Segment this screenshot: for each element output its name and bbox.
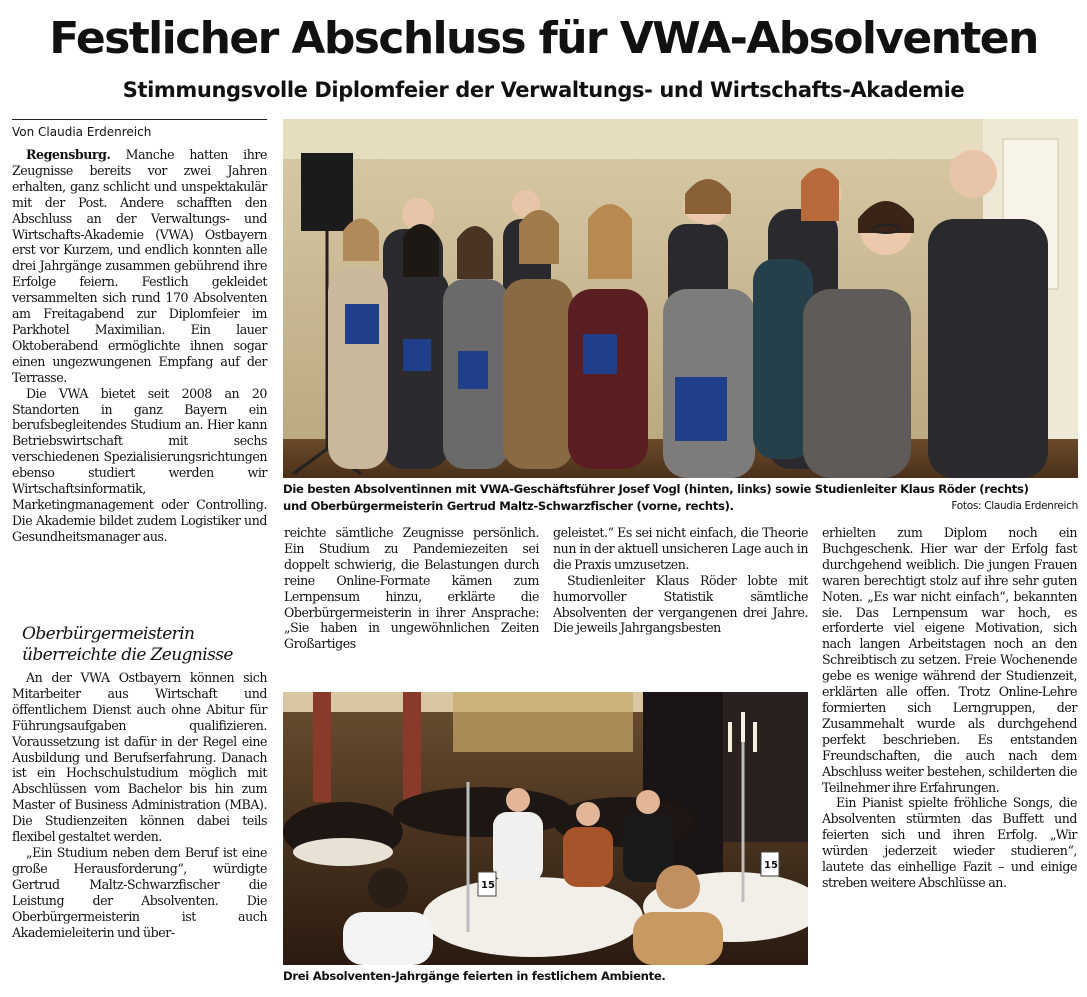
column-3 (553, 525, 808, 680)
column-2 (284, 525, 539, 680)
caption-photo-graduates (283, 481, 1078, 517)
paragraph-col4-b: Ein Pianist spielte fröhliche Songs, die Absolventen stürmten das Buffett und feierten sich und ihren Erfolg. „Wir würden jederzeit wieder studieren“, lautete das einhellige Fazit – und einige streben weitere Abschlüsse an. (822, 795, 1077, 890)
paragraph-vwa: Die VWA bietet seit 2008 an 20 Standorten in ganz Bayern ein berufsbegleitendes Studium an. Hier kann Betriebswirtschaft mit sechs verschiedenen Spezialisierungsrichtungen ebenso studiert werden wir Wirtschaftsinformatik, Marketingmanagement oder Controlling. Die Akademie bildet zudem Logistiker und Gesundheitsmanager aus. (12, 385, 267, 544)
headline: Festlicher Abschluss für VWA-Absolventen (49, 13, 1038, 64)
paragraph-quote: „Ein Studium neben dem Beruf ist eine große Herausforderung“, würdigte Gertrud Maltz-Schwarzfischer die Leistung der Absolventen. Die Oberbürgermeisterin ist auch Akademieleiterin und über- (12, 844, 267, 940)
caption-line-1: Die besten Absolventinnen mit VWA-Geschäftsführer Josef Vogl (hinten, links) sowie Studienleiter Klaus Röder (rechts) (283, 482, 1029, 496)
byline-rule (12, 119, 267, 120)
byline: Von Claudia Erdenreich (12, 125, 152, 139)
column-1-top (12, 147, 267, 609)
caption-line-2: und Oberbürgermeisterin Gertrud Maltz-Schwarzfischer (vorne, rechts). (283, 499, 734, 513)
photo-banquet (283, 692, 808, 965)
column-1-bottom (12, 670, 267, 988)
paragraph-intro-text: Manche hatten ihre Zeugnisse bereits vor zwei Jahren erhalten, ganz schlicht und unspektakulär mit der Post. Andere schafften den Abschluss an der Verwaltungs- und Wirtschafts-Akademie (VWA) Ostbayern erst vor Kurzem, und endlich konnten alle drei Jahrgänge zusammen gebührend ihre Erfolge feiern. Festlich gekleidet versammelten sich rund 170 Absolventen am Freitagabend zur Diplomfeier im Parkhotel Maximilian. Ein lauer Oktoberabend ermöglichte ihnen sogar einen ungezwungenen Empfang auf der Terrasse. (12, 147, 267, 385)
paragraph-col3-b: Studienleiter Klaus Röder lobte mit humorvoller Statistik sämtliche Absolventen der vergangenen drei Jahre. Die jeweils Jahrgangsbesten (553, 572, 808, 636)
subheadline: Stimmungsvolle Diplomfeier der Verwaltungs- und Wirtschafts-Akademie (122, 78, 965, 102)
photo-credit: Fotos: Claudia Erdenreich (951, 500, 1078, 512)
paragraph-col4-a: erhielten zum Diplom noch ein Buchgeschenk. Hier war der Erfolg fast durchgehend weiblich. Die jungen Frauen waren berechtigt stolz auf ihre sehr guten Noten. „Es war nicht einfach“, bekannten sie. Das Lernpensum war hoch, es erforderte viel eigene Motivation, sich nach langen Arbeitstagen noch an den Schreibtisch zu setzen. Freie Wochenende gebe es wenige während der Studienzeit, erklärten alle offen. Trotz Online-Lehre formierten sich Lerngruppen, der Zusammehalt wurde als durchgehend perfekt beschrieben. Es entstanden Freundschaften, die auch nach dem Abschluss weiter bestehen, schilderten die Teilnehmer ihre Erfahrungen. (822, 525, 1077, 795)
caption-photo-banquet: Drei Absolventen-Jahrgänge feierten in festlichem Ambiente. (283, 969, 666, 983)
dateline: Regensburg. (26, 147, 111, 162)
paragraph-col3-a: geleistet.“ Es sei nicht einfach, die Theorie nun in der aktuell unsicheren Lage auch in die Praxis umzusetzen. (553, 525, 808, 572)
table-number-card: 15 (481, 880, 495, 891)
subheading (22, 624, 267, 666)
column-4 (822, 525, 1077, 990)
subheading-line-2: überreichte die Zeugnisse (22, 645, 233, 665)
paragraph-intro (12, 147, 267, 386)
photo-graduates (283, 119, 1078, 478)
paragraph-col2: reichte sämtliche Zeugnisse persönlich. Ein Studium zu Pandemiezeiten sei doppelt schwierig, die Belastungen durch reine Online-Formate kämen zum Lernpensum hinzu, erklärte die Oberbürgermeisterin in ihrer Ansprache: „Sie haben in ungewöhnlichen Zeiten Großartiges (284, 525, 539, 652)
table-number-card-2: 15 (764, 860, 778, 871)
paragraph-qualification: An der VWA Ostbayern können sich Mitarbeiter aus Wirtschaft und öffentlichem Dienst auch ohne Abitur für Führungsaufgaben qualifizieren. Voraussetzung ist dafür in der Regel eine Ausbildung und Berufserfahrung. Danach ist ein Hochschulstudium möglich mit Abschlüssen vom Bachelor bis hin zum Master of Business Administration (MBA). Die Studienzeiten können dabei teils flexibel gestaltet werden. (12, 670, 267, 845)
subheading-line-1: Oberbürgermeisterin (22, 624, 195, 644)
caption-row-2 (283, 498, 1078, 515)
